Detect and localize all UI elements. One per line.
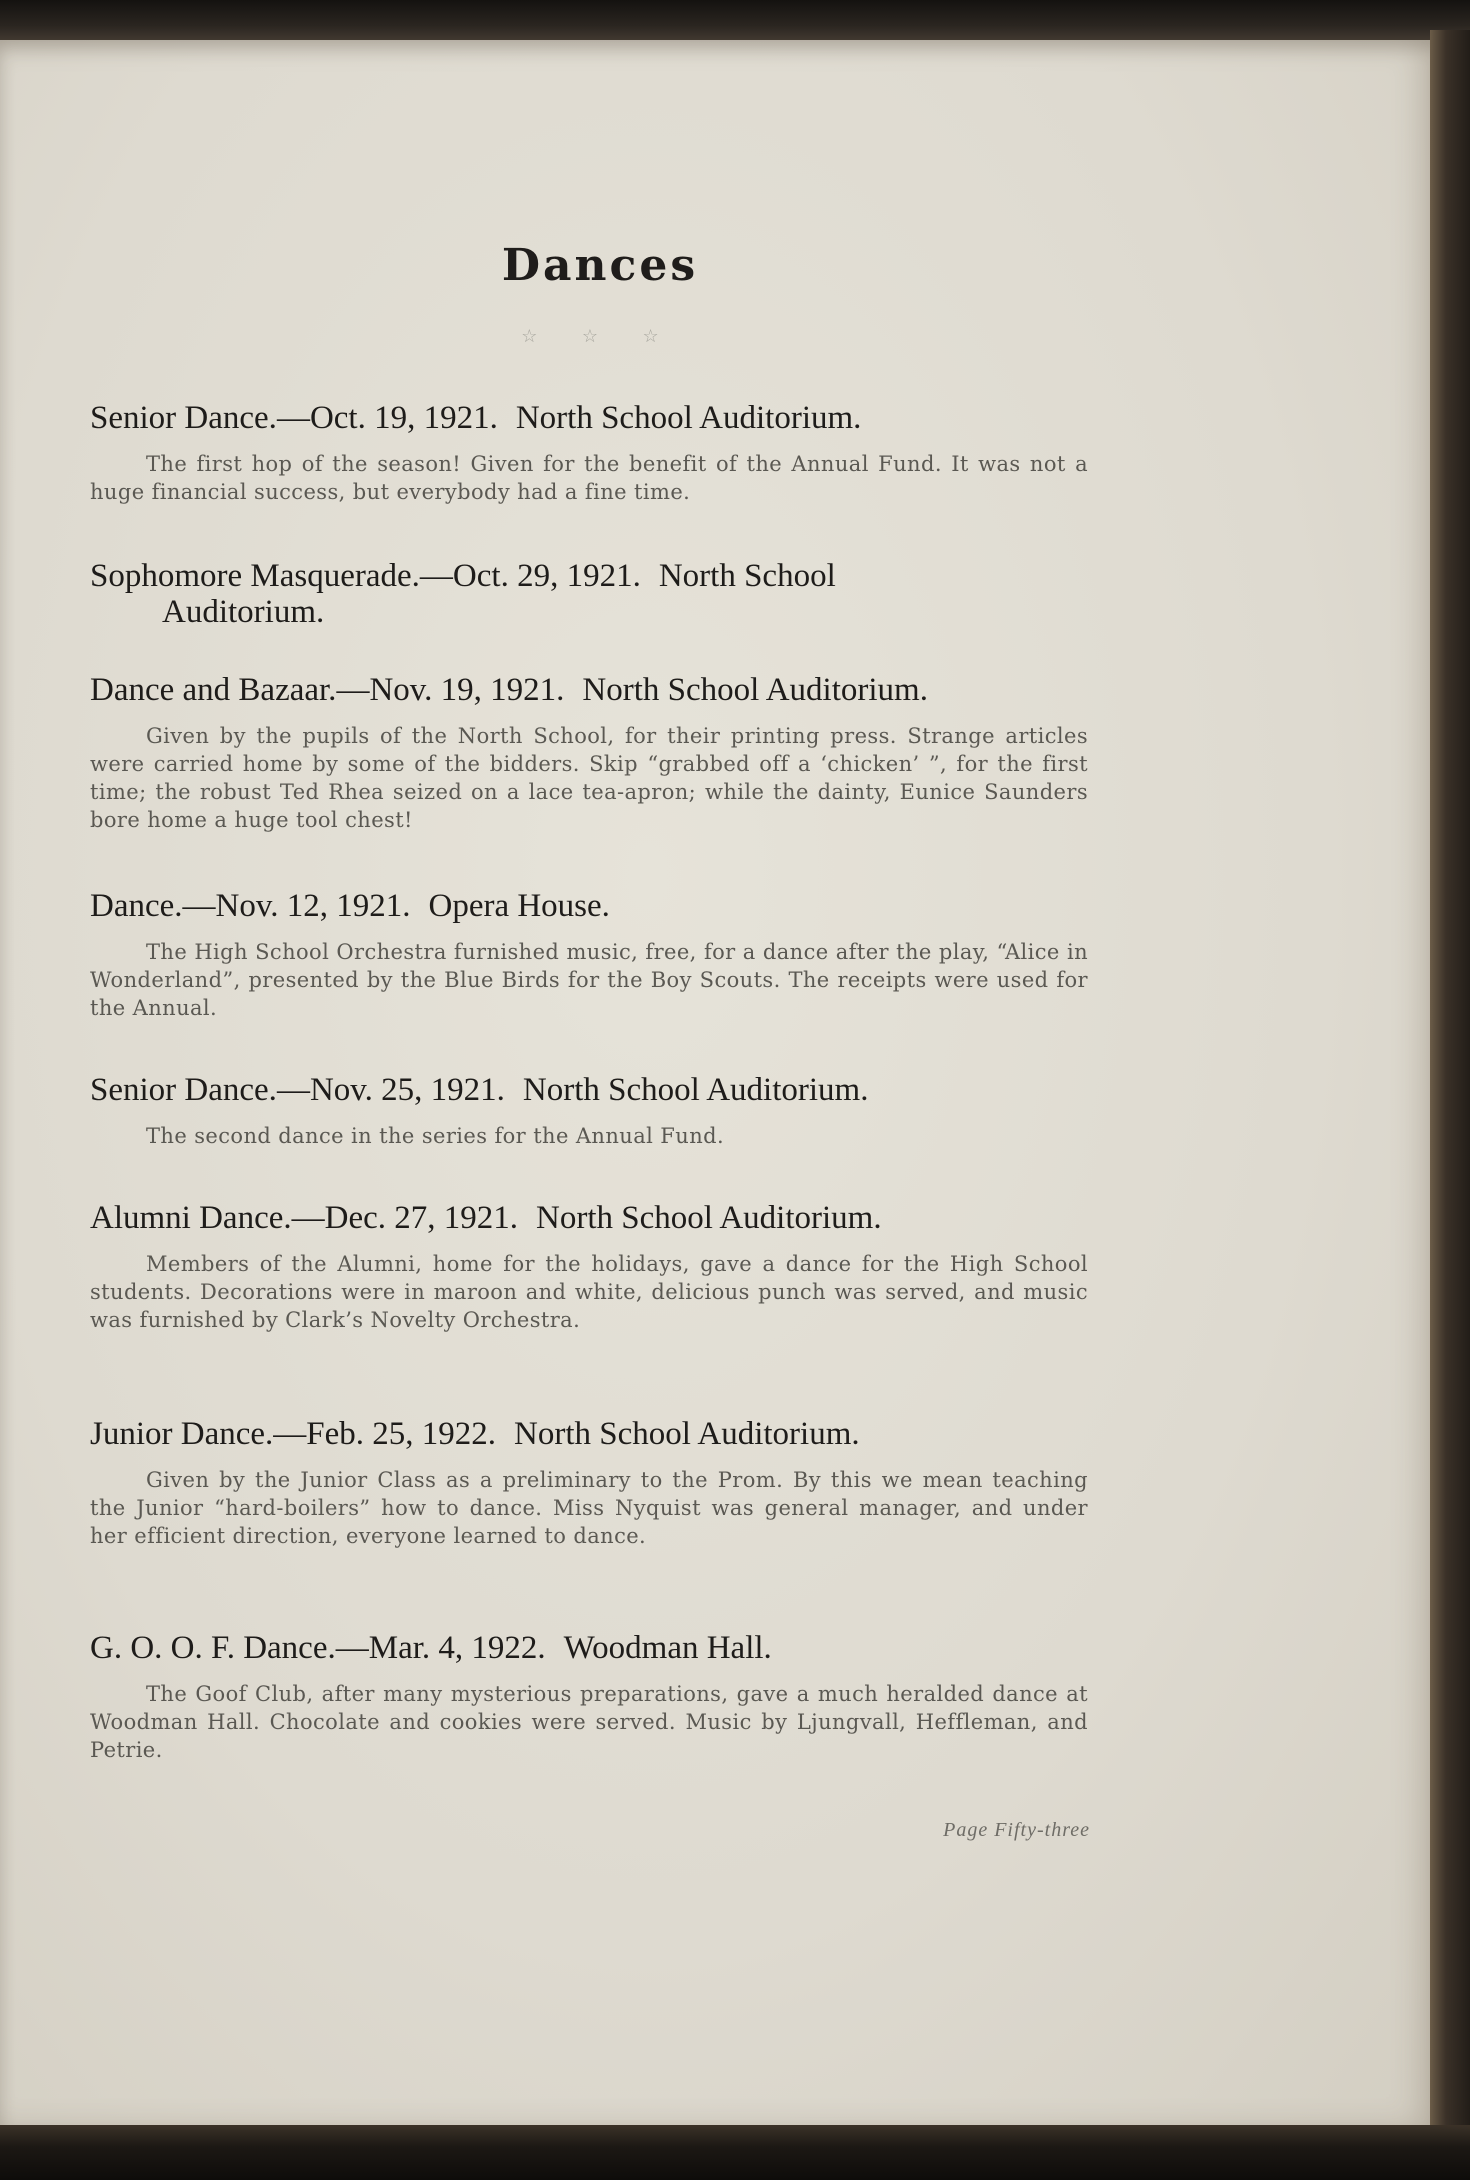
entry-heading [90, 672, 1090, 708]
entry-description: The second dance in the series for the Annual Fund. [146, 1124, 725, 1148]
entry-description: The first hop of the season! Given for the benefit of the Annual Fund. It was not a huge financial success, but everybody had a fine time. [90, 452, 1088, 504]
event-name: Senior Dance. [90, 400, 277, 436]
event-name: Junior Dance. [90, 1416, 274, 1452]
dance-entry [90, 1200, 1090, 1334]
event-name: Dance and Bazaar. [90, 672, 337, 708]
entry-heading [90, 1072, 1090, 1108]
entry-heading [90, 1630, 1090, 1666]
entry-heading [90, 888, 1090, 924]
event-name: Senior Dance. [90, 1072, 277, 1108]
event-name: G. O. O. F. Dance. [90, 1630, 336, 1666]
event-place: North School Auditorium. [536, 1200, 882, 1236]
scan-right-edge [1430, 30, 1470, 2140]
event-place: North School Auditorium. [522, 1072, 869, 1108]
event-date: —Oct. 19, 1921. [276, 400, 498, 436]
event-place: North School Auditorium. [515, 400, 862, 436]
entry-heading [90, 1416, 1090, 1452]
page-number: Page Fifty-three [943, 1819, 1090, 1841]
ornament-stars: ☆ ☆ ☆ [521, 326, 679, 346]
entry-description: The High School Orchestra furnished music, free, for a dance after the play, “Alice in Wonderland”, presented by the Blue Birds for the Boy Scouts. The receipts were used for the Annual. [90, 940, 1088, 1020]
event-date: —Nov. 19, 1921. [336, 672, 565, 708]
dance-entry [90, 1630, 1090, 1764]
entry-description: The Goof Club, after many mysterious preparations, gave a much heralded dance at Woodman Hall. Chocolate and cookies were served. Music by Ljungvall, Heffleman, and Petrie. [90, 1682, 1088, 1762]
event-date: —Nov. 12, 1921. [182, 888, 411, 924]
event-name: Alumni Dance. [90, 1200, 292, 1236]
dance-entry [90, 672, 1090, 834]
event-place-continued: Auditorium. [162, 594, 325, 630]
entry-description: Members of the Alumni, home for the holidays, gave a dance for the High School students. Decorations were in maroon and white, delicious punch was served, and music was furnished by Clark’s Novelty Orchestra. [90, 1252, 1088, 1332]
event-date: —Oct. 29, 1921. [419, 558, 641, 594]
event-place: Opera House. [428, 888, 610, 924]
event-place: North School [658, 558, 836, 594]
entry-description: Given by the pupils of the North School, for their printing press. Strange articles were carried home by some of the bidders. Skip “grabbed off a ‘chicken’ ”, for the first time; the robust Ted Rhea seized on a lace tea-apron; while the dainty, Eunice Saunders bore home a huge tool chest! [90, 724, 1088, 832]
dance-entry [90, 400, 1090, 506]
event-place: Woodman Hall. [563, 1630, 772, 1666]
entry-heading [90, 400, 1090, 436]
dance-entry [90, 1072, 1090, 1150]
event-name: Dance. [90, 888, 183, 924]
entry-heading [90, 558, 1090, 630]
dance-entry [90, 1416, 1090, 1550]
entry-heading [90, 1200, 1090, 1236]
scan-bottom-edge [0, 2125, 1470, 2180]
event-date: —Nov. 25, 1921. [276, 1072, 505, 1108]
entry-description: Given by the Junior Class as a preliminary to the Prom. By this we mean teaching the Junior “hard-boilers” how to dance. Miss Nyquist was general manager, and under her efficient direction, everyone learned to dance. [90, 1468, 1088, 1548]
dance-entry [90, 888, 1090, 1022]
event-date: —Feb. 25, 1922. [273, 1416, 497, 1452]
event-name: Sophomore Masquerade. [90, 558, 420, 594]
event-date: —Dec. 27, 1921. [291, 1200, 518, 1236]
event-date: —Mar. 4, 1922. [335, 1630, 546, 1666]
page-title: Dances [501, 240, 699, 291]
event-place: North School Auditorium. [582, 672, 928, 708]
dance-entry [90, 558, 1090, 630]
event-place: North School Auditorium. [514, 1416, 860, 1452]
